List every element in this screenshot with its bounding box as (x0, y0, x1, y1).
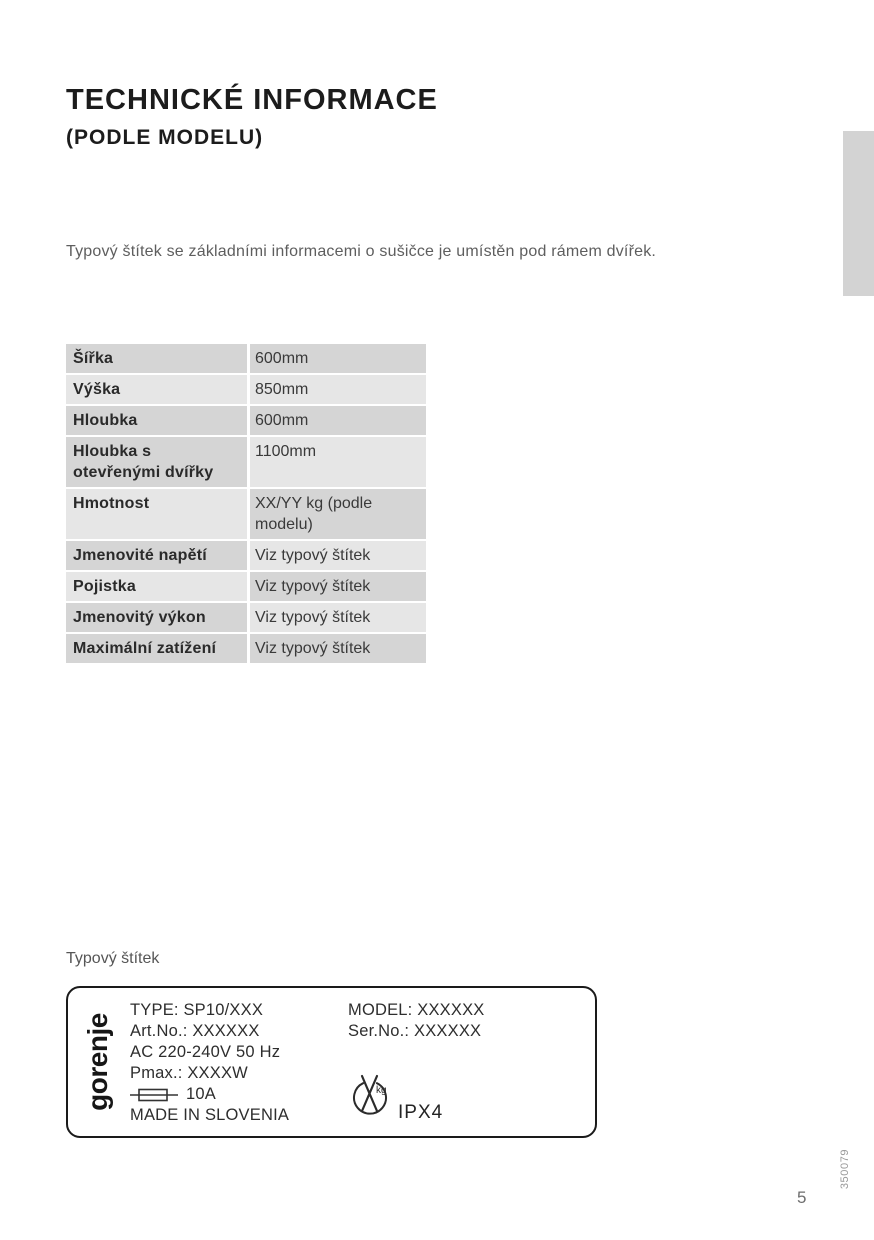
spec-row-label: Šířka (66, 344, 247, 373)
spec-row-value: 600mm (250, 406, 426, 435)
plate-made-in-line: MADE IN SLOVENIA (130, 1106, 290, 1124)
spec-row-label: Výška (66, 375, 247, 404)
rating-plate-right-block (348, 1000, 484, 1042)
chapter-side-tab (843, 131, 874, 296)
rating-plate-left-block (130, 1000, 289, 1126)
spec-row-value: Viz typový štítek (250, 572, 426, 601)
gorenje-logo: gorenje (82, 1013, 113, 1111)
spec-row-value: 1100mm (250, 437, 426, 487)
spec-row-value: Viz typový štítek (250, 634, 426, 663)
fuse-rating-label: 10A (186, 1085, 216, 1103)
document-code-vertical: 350079 (839, 1148, 851, 1190)
plate-type-line: TYPE: SP10/XXX (130, 1001, 264, 1019)
spec-row-value: 850mm (250, 375, 426, 404)
intro-paragraph: Typový štítek se základními informacemi o sušičce je umístěn pod rámem dvířek. (66, 243, 657, 260)
spec-row-label: Hloubka (66, 406, 247, 435)
max-load-kg-icon (348, 1070, 392, 1118)
spec-row-value: Viz typový štítek (250, 541, 426, 570)
plate-artno-line: Art.No.: XXXXXX (130, 1022, 260, 1040)
plate-voltage-line: AC 220-240V 50 Hz (130, 1043, 281, 1061)
svg-text:kg: kg (376, 1085, 387, 1096)
spec-row-value: 600mm (250, 344, 426, 373)
spec-table (66, 344, 426, 663)
spec-row-label: Maximální zatížení (66, 634, 247, 663)
page-number: 5 (797, 1188, 807, 1207)
plate-fuse-line (130, 1084, 289, 1105)
spec-row-label: Jmenovitý výkon (66, 603, 247, 632)
spec-row-label: Jmenovité napětí (66, 541, 247, 570)
ip-rating-label: IPX4 (398, 1102, 444, 1123)
page-title: TECHNICKÉ INFORMACE (66, 84, 438, 116)
plate-model-line: MODEL: XXXXXX (348, 1001, 485, 1019)
plate-pmax-line: Pmax.: XXXXW (130, 1064, 248, 1082)
rating-plate (66, 986, 597, 1138)
spec-row-value: Viz typový štítek (250, 603, 426, 632)
spec-row-label: Hloubka s otevřenými dvířky (66, 437, 247, 487)
rating-plate-caption: Typový štítek (66, 950, 160, 967)
spec-row-label: Hmotnost (66, 489, 247, 539)
page-subtitle: (PODLE MODELU) (66, 126, 264, 149)
spec-row-label: Pojistka (66, 572, 247, 601)
plate-serno-line: Ser.No.: XXXXXX (348, 1022, 482, 1040)
fuse-icon (130, 1087, 178, 1103)
spec-row-value: XX/YY kg (podle modelu) (250, 489, 426, 539)
